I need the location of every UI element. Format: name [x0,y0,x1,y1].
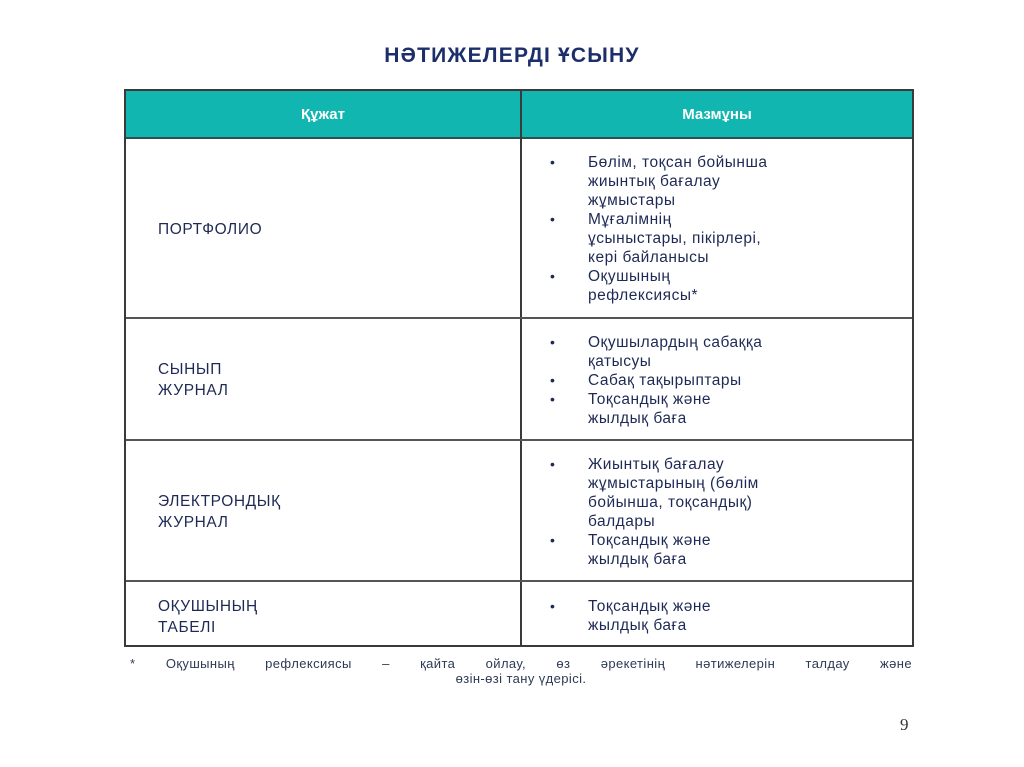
item-line: кері байланысы [588,249,710,266]
header-content: Мазмұны [682,105,752,123]
item-line: жылдық баға [588,410,687,427]
page-title: НӘТИЖЕЛЕРДІ ҰСЫНУ [384,44,640,67]
item-line: • Тоқсандық және [588,598,712,615]
column-divider [520,91,522,645]
item-line: • Сабақ тақырыптары [588,372,742,389]
row-divider [126,317,912,319]
item-line: • Оқушының [588,268,671,285]
footnote-line: өзін-өзі тану үдерісі. [455,671,587,686]
list-item [546,267,906,305]
item-line: жиынтық бағалау [588,173,721,190]
item-line: • Тоқсандық және [588,391,712,408]
row-student-report-content [546,597,906,635]
row-portfolio-document [158,219,498,240]
item-line: жұмыстары [588,192,676,209]
header-document: Құжат [300,105,345,123]
item-line: • Жиынтық бағалау [588,456,725,473]
item-line: • Оқушылардың сабаққа [588,334,763,351]
document-name: ПОРТФОЛИО [158,221,263,238]
page-number: 9 [900,715,909,734]
row-electronic-journal-document [158,491,498,533]
row-divider [126,439,912,441]
item-line: • Мұғалімнің [588,211,672,228]
item-line: бойынша, тоқсандық) [588,494,753,511]
item-line: қатысуы [588,353,652,370]
item-line: жылдық баға [588,617,687,634]
document-name: ЖУРНАЛ [158,514,229,531]
document-name: ЖУРНАЛ [158,382,229,399]
list-item [546,153,906,210]
list-item [546,531,906,569]
item-line: ұсыныстары, пікірлері, [588,230,762,247]
document-name: СЫНЫП [158,361,222,378]
list-item [546,333,906,371]
row-divider [126,580,912,582]
list-item [546,210,906,267]
results-table [124,89,914,647]
document-name: ОҚУШЫНЫҢ [158,598,258,615]
row-portfolio-content [546,153,906,305]
table-header [126,91,912,139]
item-line: • Бөлім, тоқсан бойынша [588,154,768,171]
item-line: балдары [588,513,656,530]
list-item [546,390,906,428]
list-item [546,371,906,390]
list-item [546,455,906,531]
footnote [130,656,912,686]
list-item [546,597,906,635]
row-student-report-document [158,596,498,638]
item-line: жылдық баға [588,551,687,568]
row-class-journal-content [546,333,906,428]
item-line: рефлексиясы* [588,287,698,304]
row-electronic-journal-content [546,455,906,569]
row-class-journal-document [158,359,498,401]
item-line: • Тоқсандық және [588,532,712,549]
document-name: ТАБЕЛІ [158,619,216,636]
item-line: жұмыстарының (бөлім [588,475,759,492]
footnote-line: * Оқушының рефлексиясы – қайта ойлау, өз әрекетінің нәтижелерін талдау және [130,656,912,671]
document-name: ЭЛЕКТРОНДЫҚ [158,493,281,510]
